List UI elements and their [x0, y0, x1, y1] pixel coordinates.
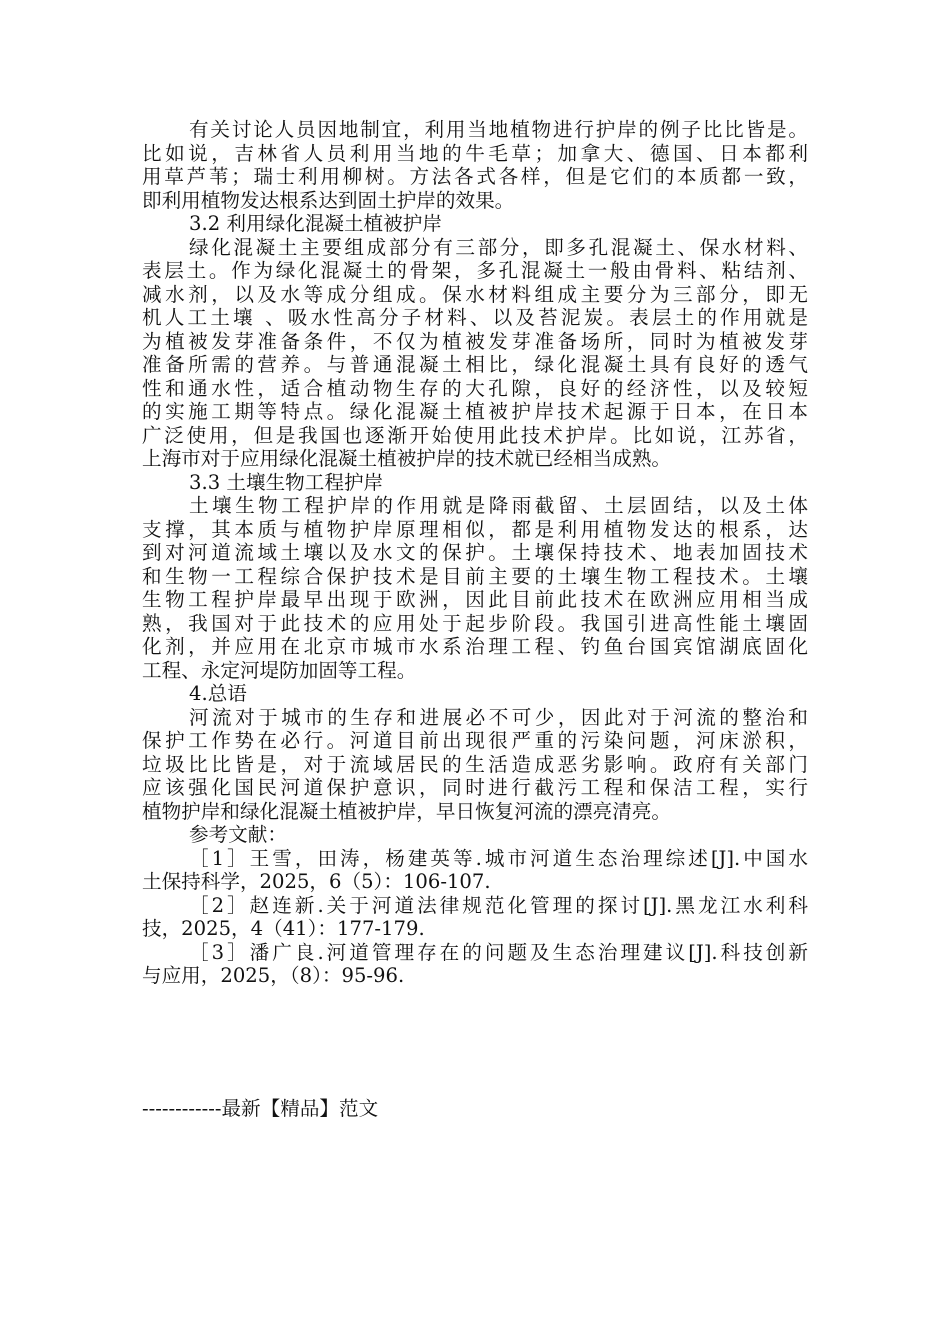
text-line: 有关讨论人员因地制宜，利用当地植物进行护岸的例子比比皆是。 [189, 118, 808, 141]
text-line: 用草芦苇；瑞士利用柳树。方法各式各样，但是它们的本质都一致， [142, 165, 808, 188]
text-line: 3.3 土壤生物工程护岸 [189, 470, 384, 494]
text-line: 土保持科学，2025，6（5）：106-107. [142, 870, 491, 893]
text-line: 上海市对于应用绿化混凝土植被护岸的技术就已经相当成熟。 [142, 447, 672, 470]
text-line: ［1］王雪，田涛，杨建英等.城市河道生态治理综述[J].中国水 [189, 846, 808, 870]
text-line: 保护工作势在必行。河道目前出现很严重的污染问题，河床淤积， [142, 729, 808, 752]
section-heading [142, 212, 808, 236]
text-line: 即利用植物发达根系达到固土护岸的效果。 [142, 188, 515, 212]
text-line: 熟，我国对于此技术的应用处于起步阶段。我国引进高性能土壤固 [142, 611, 808, 635]
text-line: ［3］潘广良.河道管理存在的问题及生态治理建议[J].科技创新 [189, 940, 808, 964]
text-line: 性和通水性，适合植动物生存的大孔隙，良好的经济性，以及较短 [142, 376, 808, 400]
text-line: 的实施工期等特点。绿化混凝土植被护岸技术起源于日本，在日本 [142, 400, 808, 423]
section-heading [142, 682, 808, 706]
text-line: 垃圾比比皆是，对于流域居民的生活造成恶劣影响。政府有关部门 [142, 752, 808, 776]
text-line: 减水剂，以及水等成分组成。保水材料组成主要分为三部分，即无 [142, 282, 808, 306]
text-line: 植物护岸和绿化混凝土植被护岸，早日恢复河流的漂亮清亮。 [142, 799, 672, 823]
text-line: 技，2025，4（41）：177-179. [142, 917, 425, 940]
section-heading [142, 471, 808, 495]
text-line: 和生物一工程综合保护技术是目前主要的土壤生物工程技术。土壤 [142, 564, 808, 588]
paragraph [142, 706, 808, 824]
text-line: 河流对于城市的生存和进展必不可少，因此对于河流的整治和 [189, 705, 808, 729]
paragraph [142, 494, 808, 682]
paragraph [142, 118, 808, 212]
text-line: 机人工土壤 、吸水性高分子材料、以及苔泥炭。表层土的作用就是 [142, 306, 808, 329]
text-line: 工程、永定河堤防加固等工程。 [142, 658, 417, 682]
text-line: 支撑，其本质与植物护岸原理相似，都是利用植物发达的根系，达 [142, 517, 808, 541]
text-line: 土壤生物工程护岸的作用就是降雨截留、土层固结，以及土体 [189, 494, 808, 517]
text-line: 3.2 利用绿化混凝土植被护岸 [189, 212, 442, 235]
text-line: 准备所需的营养。与普通混凝土相比，绿化混凝土具有良好的透气 [142, 353, 808, 376]
section-heading [142, 823, 808, 847]
footer-tagline: ------------最新【精品】范文 [142, 1097, 379, 1120]
text-line: 比如说，吉林省人员利用当地的牛毛草；加拿大、德国、日本都利 [142, 141, 808, 165]
text-line: 应该强化国民河道保护意识，同时进行截污工程和保洁工程，实行 [142, 776, 808, 799]
paragraph [142, 941, 808, 988]
text-line: 与应用，2025，（8）：95-96. [142, 964, 405, 987]
text-line: 生物工程护岸最早出现于欧洲，因此目前此技术在欧洲应用相当成 [142, 588, 808, 611]
text-line: ［2］赵连新.关于河道法律规范化管理的探讨[J].黑龙江水利科 [189, 893, 808, 917]
paragraph [142, 236, 808, 471]
text-line: 广泛使用，但是我国也逐渐开始使用此技术护岸。比如说，江苏省， [142, 423, 808, 447]
text-line: 参考文献： [189, 823, 287, 846]
paragraph [142, 847, 808, 894]
document-body [142, 118, 808, 988]
text-line: 4.总语 [189, 682, 247, 705]
paragraph [142, 894, 808, 941]
text-line: 到对河道流域土壤以及水文的保护。土壤保持技术、地表加固技术 [142, 541, 808, 564]
text-line: 化剂，并应用在北京市城市水系治理工程、钓鱼台国宾馆湖底固化 [142, 635, 808, 658]
text-line: 表层土。作为绿化混凝土的骨架，多孔混凝土一般由骨料、粘结剂、 [142, 259, 808, 282]
text-line: 为植被发芽准备条件，不仅为植被发芽准备场所，同时为植被发芽 [142, 329, 808, 353]
text-line: 绿化混凝土主要组成部分有三部分，即多孔混凝土、保水材料、 [189, 235, 808, 259]
